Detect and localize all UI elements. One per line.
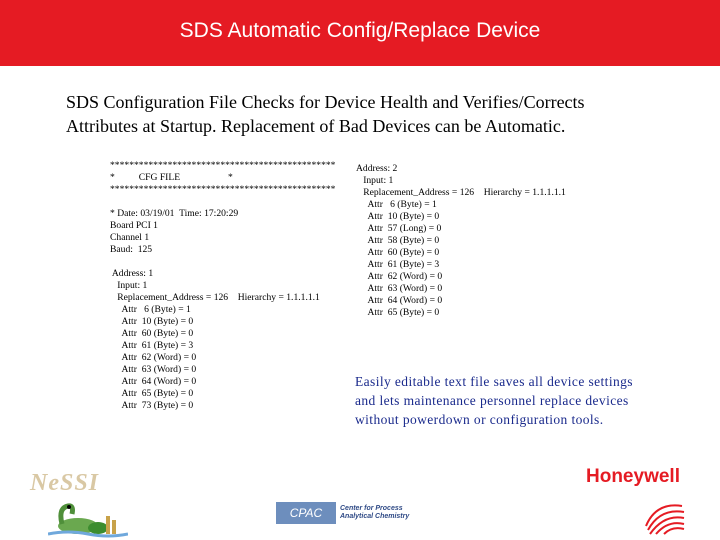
cfg-line: * Date: 03/19/01 Time: 17:20:29	[110, 208, 239, 219]
cfg-line: Baud: 125	[110, 244, 153, 255]
cfg-line: Attr 60 (Byte) = 0	[110, 328, 194, 339]
note-line-1: Easily editable text file saves all device settings	[355, 374, 633, 389]
intro-line-2: Attributes at Startup. Replacement of Bad Devices can be Automatic.	[66, 116, 566, 136]
title-banner	[0, 0, 720, 66]
cfg-line: Channel 1	[110, 232, 150, 243]
cfg-line: Attr 64 (Word) = 0	[356, 295, 443, 306]
cpac-logo-text	[340, 505, 409, 521]
cfg-line: Attr 73 (Byte) = 0	[110, 400, 194, 411]
cfg-line: Attr 61 (Byte) = 3	[110, 340, 194, 351]
cfg-file-listing-left	[110, 160, 335, 412]
cfg-line	[110, 196, 335, 208]
intro-line-1: SDS Configuration File Checks for Device Health and Verifies/Corrects	[66, 92, 585, 112]
cfg-line: Attr 6 (Byte) = 1	[356, 199, 437, 210]
cfg-line: Attr 62 (Word) = 0	[356, 271, 443, 282]
cfg-line: Attr 65 (Byte) = 0	[110, 388, 194, 399]
cfg-line: Replacement_Address = 126 Hierarchy = 1.1.1.1.1	[110, 292, 320, 303]
cfg-line: * CFG FILE *	[110, 172, 233, 183]
cfg-line: Attr 61 (Byte) = 3	[356, 259, 440, 270]
cfg-file-listing-right	[356, 163, 566, 319]
nessi-creature-icon	[48, 498, 128, 538]
cfg-line: ***********************************************	[110, 184, 336, 195]
cfg-line: Attr 63 (Word) = 0	[110, 364, 197, 375]
intro-text	[66, 90, 686, 138]
cfg-line: Attr 65 (Byte) = 0	[356, 307, 440, 318]
note-line-2: and lets maintenance personnel replace devices	[355, 393, 629, 408]
cpac-logo	[276, 502, 446, 524]
slide-title: SDS Automatic Config/Replace Device	[179, 19, 541, 42]
cfg-line: Address: 1	[110, 268, 154, 279]
cfg-line: Attr 10 (Byte) = 0	[356, 211, 440, 222]
honeywell-logo: Honeywell	[586, 466, 680, 487]
cfg-line: Attr 63 (Word) = 0	[356, 283, 443, 294]
cfg-line: Attr 6 (Byte) = 1	[110, 304, 191, 315]
cfg-line: Input: 1	[356, 175, 394, 186]
cfg-line: Board PCI 1	[110, 220, 158, 231]
cfg-line: Attr 64 (Word) = 0	[110, 376, 197, 387]
cfg-line: Address: 2	[356, 163, 398, 174]
note-line-3: without powerdown or configuration tools.	[355, 412, 604, 427]
cpac-line-1: Center for Process	[340, 505, 403, 512]
honeywell-swirl-icon	[642, 496, 686, 536]
cfg-line: Attr 10 (Byte) = 0	[110, 316, 194, 327]
summary-note	[355, 372, 685, 429]
cfg-line: Attr 58 (Byte) = 0	[356, 235, 440, 246]
cfg-line	[110, 256, 335, 268]
nessi-logo: NeSSI	[30, 470, 100, 496]
cpac-logo-mark: CPAC	[276, 502, 336, 524]
cfg-line: Attr 57 (Long) = 0	[356, 223, 442, 234]
cfg-line: Replacement_Address = 126 Hierarchy = 1.1.1.1.1	[356, 187, 566, 198]
cfg-line: ***********************************************	[110, 160, 336, 171]
cpac-line-2: Analytical Chemistry	[340, 513, 410, 520]
cfg-line: Attr 62 (Word) = 0	[110, 352, 197, 363]
cfg-line: Input: 1	[110, 280, 148, 291]
cfg-line: Attr 60 (Byte) = 0	[356, 247, 440, 258]
